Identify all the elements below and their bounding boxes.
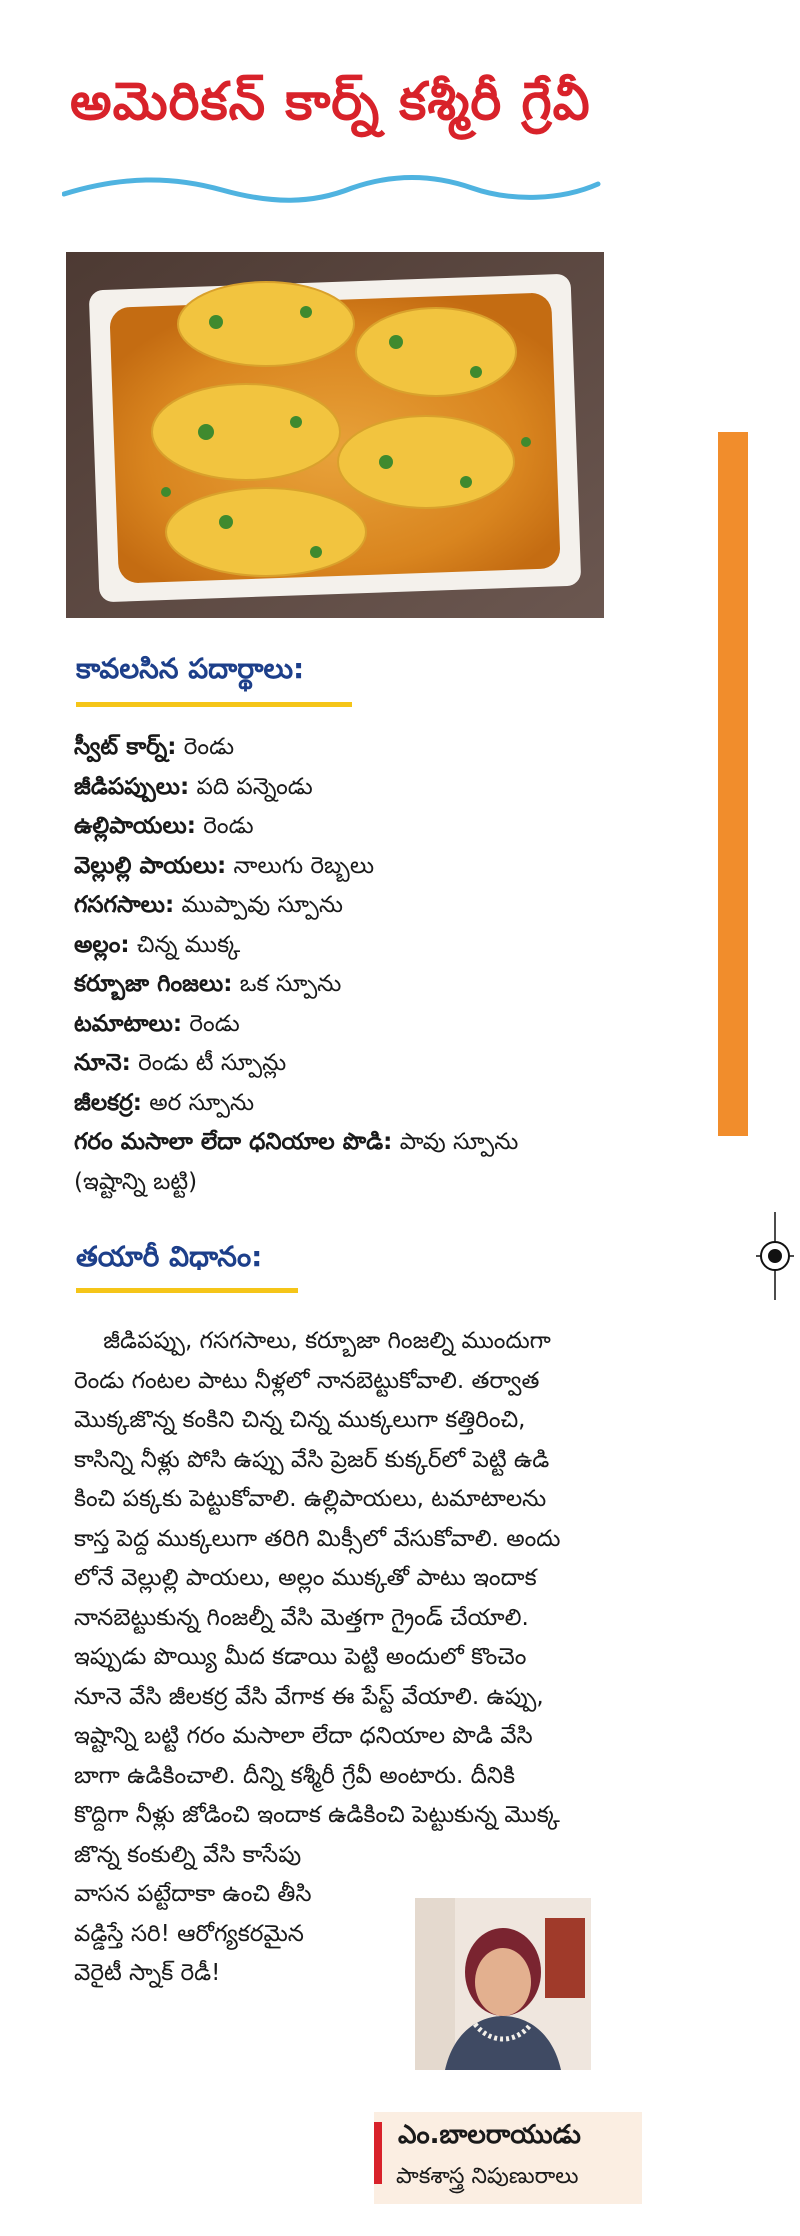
ingredient-item: ఉల్లిపాయలు: రెండు [74,813,254,839]
method-line: వెరైటీ స్నాక్ రెడీ! [74,1960,221,1986]
ingredient-item: స్వీట్ కార్న్: రెండు [74,734,235,760]
decorative-wave [62,172,602,212]
author-photo [415,1898,591,2070]
method-line: కాసిన్ని నీళ్లు పోసి ఉప్పు వేసి ప్రెజర్ కుక్కర్‌లో పెట్టి ఉడి [74,1446,550,1473]
ingredient-item: అల్లం: చిన్న ముక్క [74,931,241,958]
method-line: వాసన పట్టేదాకా ఉంచి తీసి [74,1881,312,1907]
corn-gravy-photo [66,252,604,618]
method-line: నానబెట్టుకున్న గింజల్నీ వేసి మెత్తగా గ్రైండ్ చేయాలి. [74,1604,529,1631]
method-line: ఇప్పుడు పొయ్యి మీద కడాయి పెట్టి అందులో కొంచెం [74,1644,527,1670]
recipe-title: అమెరికన్ కార్న్ కశ్మీరీ గ్రేవీ [70,72,591,132]
ingredient-item: జీలకర్ర: అర స్పూను [74,1089,255,1116]
author-role: పాకశాస్త్ర నిపుణురాలు [396,2164,579,2189]
method-line: బాగా ఉడికించాలి. దీన్ని కశ్మీరీ గ్రేవీ అంటారు. దీనికి [74,1762,516,1789]
ingredients-heading: కావలసిన పదార్థాలు: [76,652,305,685]
method-line: కించి పక్కకు పెట్టుకోవాలి. ఉల్లిపాయలు, టమాటాలను [74,1486,547,1512]
method-heading: తయారీ విధానం: [76,1240,263,1273]
ingredient-item: (ఇష్టాన్ని బట్టి) [74,1168,198,1195]
ingredients-heading-underline [76,702,352,707]
method-line: కొద్దిగా నీళ్లు జోడించి ఇందాక ఉడికించి పెట్టుకున్న మొక్క [74,1802,560,1828]
method-line: వడ్డిస్తే సరి! ఆరోగ్యకరమైన [74,1920,304,1947]
ingredient-item: జీడిపప్పులు: పది పన్నెండు [74,773,313,800]
ingredient-item: గరం మసాలా లేదా ధనియాల పొడి: పావు స్పూను [74,1129,519,1155]
method-line: జొన్న కంకుల్ని వేసి కాసేపు [74,1841,302,1868]
method-text [74,1322,640,1994]
ingredient-item: నూనె: రెండు టీ స్పూన్లు [74,1050,287,1076]
ingredients-list [74,728,674,1202]
registration-mark-icon [756,1212,794,1300]
method-heading-underline [76,1288,298,1293]
author-credit-bar [374,2122,382,2184]
ingredient-item: గసగసాలు: ముప్పావు స్పూను [74,892,343,918]
ingredient-item: వెల్లుల్లి పాయలు: నాలుగు రెబ్బలు [74,852,375,879]
accent-bar [718,432,748,1136]
method-line: నూనె వేసి జీలకర్ర వేసి వేగాక ఈ పేస్ట్ వేయాలి. ఉప్పు, [74,1683,544,1710]
author-credit [374,2112,642,2204]
method-line: రెండు గంటల పాటు నీళ్లలో నానబెట్టుకోవాలి. తర్వాత [74,1367,540,1394]
author-name: ఎం.బాలరాయుడు [398,2120,581,2150]
method-line: లోనే వెల్లుల్లి పాయలు, అల్లం ముక్కతో పాటు ఇందాక [74,1565,537,1591]
method-line: జీడిపప్పు, గసగసాలు, కర్బూజా గింజల్ని ముందుగా [74,1328,551,1354]
method-line: ఇష్టాన్ని బట్టి గరం మసాలా లేదా ధనియాల పొడి వేసి [74,1723,533,1749]
method-line: కాస్త పెద్ద ముక్కలుగా తరిగి మిక్సీలో వేసుకోవాలి. అందు [74,1525,561,1552]
method-line: మొక్కజొన్న కంకిని చిన్న చిన్న ముక్కలుగా కత్తిరించి, [74,1407,526,1433]
ingredient-item: టమాటాలు: రెండు [74,1010,240,1037]
ingredient-item: కర్బూజా గింజలు: ఒక స్పూను [74,971,342,997]
